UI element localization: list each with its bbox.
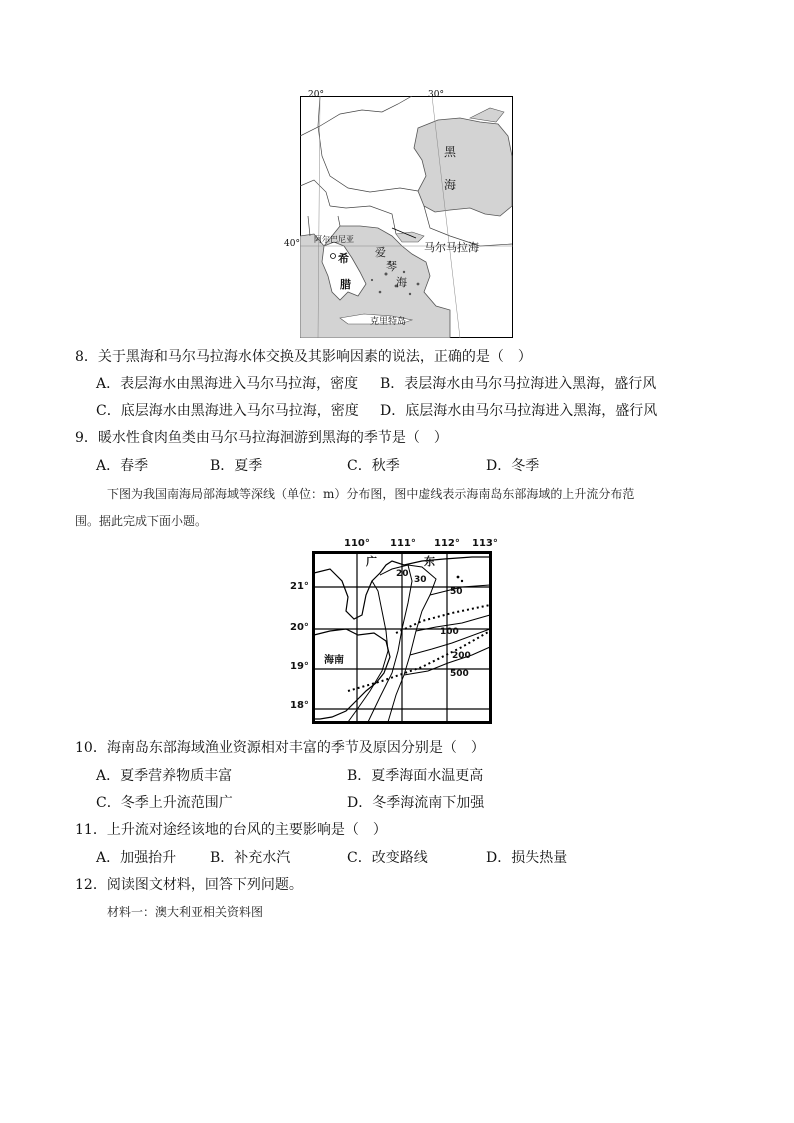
depth-label-30: 30 [414,575,427,585]
black-sea-label-2: 海 [444,178,457,192]
intro-line-2: 围。据此完成下面小题。 [75,514,208,528]
aegean-label-1: 爱 [375,246,386,259]
question-9-option-d[interactable]: D．冬季 [486,458,540,474]
depth-label-200: 200 [452,651,471,661]
material-1-caption: 材料一：澳大利亚相关资料图 [107,905,264,919]
depth-label-50: 50 [450,587,463,597]
lon-label-110: 110° [344,538,370,549]
hainan-label: 海南 [324,655,344,666]
black-sea-map-svg [300,96,513,338]
question-11-stem: 11．上升流对途经该地的台风的主要影响是（ ） [75,822,387,838]
black-sea-label-1: 黑 [444,145,457,159]
question-9-option-c[interactable]: C．秋季 [347,458,400,474]
lat-label-20: 20° [290,622,309,633]
question-10-stem: 10．海南岛东部海域渔业资源相对丰富的季节及原因分别是（ ） [75,740,485,756]
question-9-stem: 9．暖水性食肉鱼类由马尔马拉海洄游到黑海的季节是（ ） [75,430,448,446]
depth-label-100: 100 [440,627,459,637]
crete-label: 克里特岛 [370,317,407,327]
lat-label-40: 40° [284,239,300,249]
question-11-option-a[interactable]: A．加强抬升 [96,850,177,866]
guangdong-label-1: 广 [366,555,377,568]
aegean-label-3: 海 [396,276,407,289]
question-8-option-a[interactable]: A．表层海水由黑海进入马尔马拉海，密度 [96,376,359,392]
marmara-label: 马尔马拉海 [424,241,479,254]
lon-label-20: 20° [308,90,324,100]
lat-label-21: 21° [290,581,309,592]
south-china-sea-map [290,538,498,724]
lon-label-30: 30° [428,90,444,100]
question-8-stem: 8．关于黑海和马尔马拉海水体交换及其影响因素的说法，正确的是（ ） [75,349,532,365]
greece-label-1: 希 [338,252,349,265]
question-11-option-b[interactable]: B．补充水汽 [210,850,291,866]
question-11-option-d[interactable]: D．损失热量 [486,850,568,866]
question-10-option-d[interactable]: D．冬季海流南下加强 [347,795,485,811]
lon-label-112: 112° [434,538,460,549]
lat-label-19: 19° [290,661,309,672]
question-10-option-a[interactable]: A．夏季营养物质丰富 [96,768,233,784]
question-10-option-c[interactable]: C．冬季上升流范围广 [96,795,233,811]
question-9-option-b[interactable]: B．夏季 [210,458,263,474]
greece-label-2: 腊 [340,278,351,291]
lon-label-113: 113° [472,538,498,549]
question-8-option-c[interactable]: C．底层海水由黑海进入马尔马拉海，密度 [96,403,359,419]
question-12-stem: 12．阅读图文材料，回答下列问题。 [75,877,303,893]
lat-label-18: 18° [290,700,309,711]
question-9-option-a[interactable]: A．春季 [96,458,149,474]
depth-label-20: 20 [396,569,409,579]
depth-label-500: 500 [450,669,469,679]
question-10-option-b[interactable]: B．夏季海面水温更高 [347,768,484,784]
question-11-option-c[interactable]: C．改变路线 [347,850,428,866]
question-8-option-d[interactable]: D．底层海水由马尔马拉海进入黑海，盛行风 [380,403,658,419]
question-8-option-b[interactable]: B．表层海水由马尔马拉海进入黑海，盛行风 [380,376,657,392]
guangdong-label-2: 东 [424,555,435,568]
black-sea-map [284,90,513,338]
albania-label: 阿尔巴尼亚 [314,235,354,244]
intro-line-1: 下图为我国南海局部海域等深线（单位：m）分布图，图中虚线表示海南岛东部海域的上升流分布范 [107,487,635,501]
aegean-label-2: 琴 [386,260,397,273]
lon-label-111: 111° [390,538,416,549]
